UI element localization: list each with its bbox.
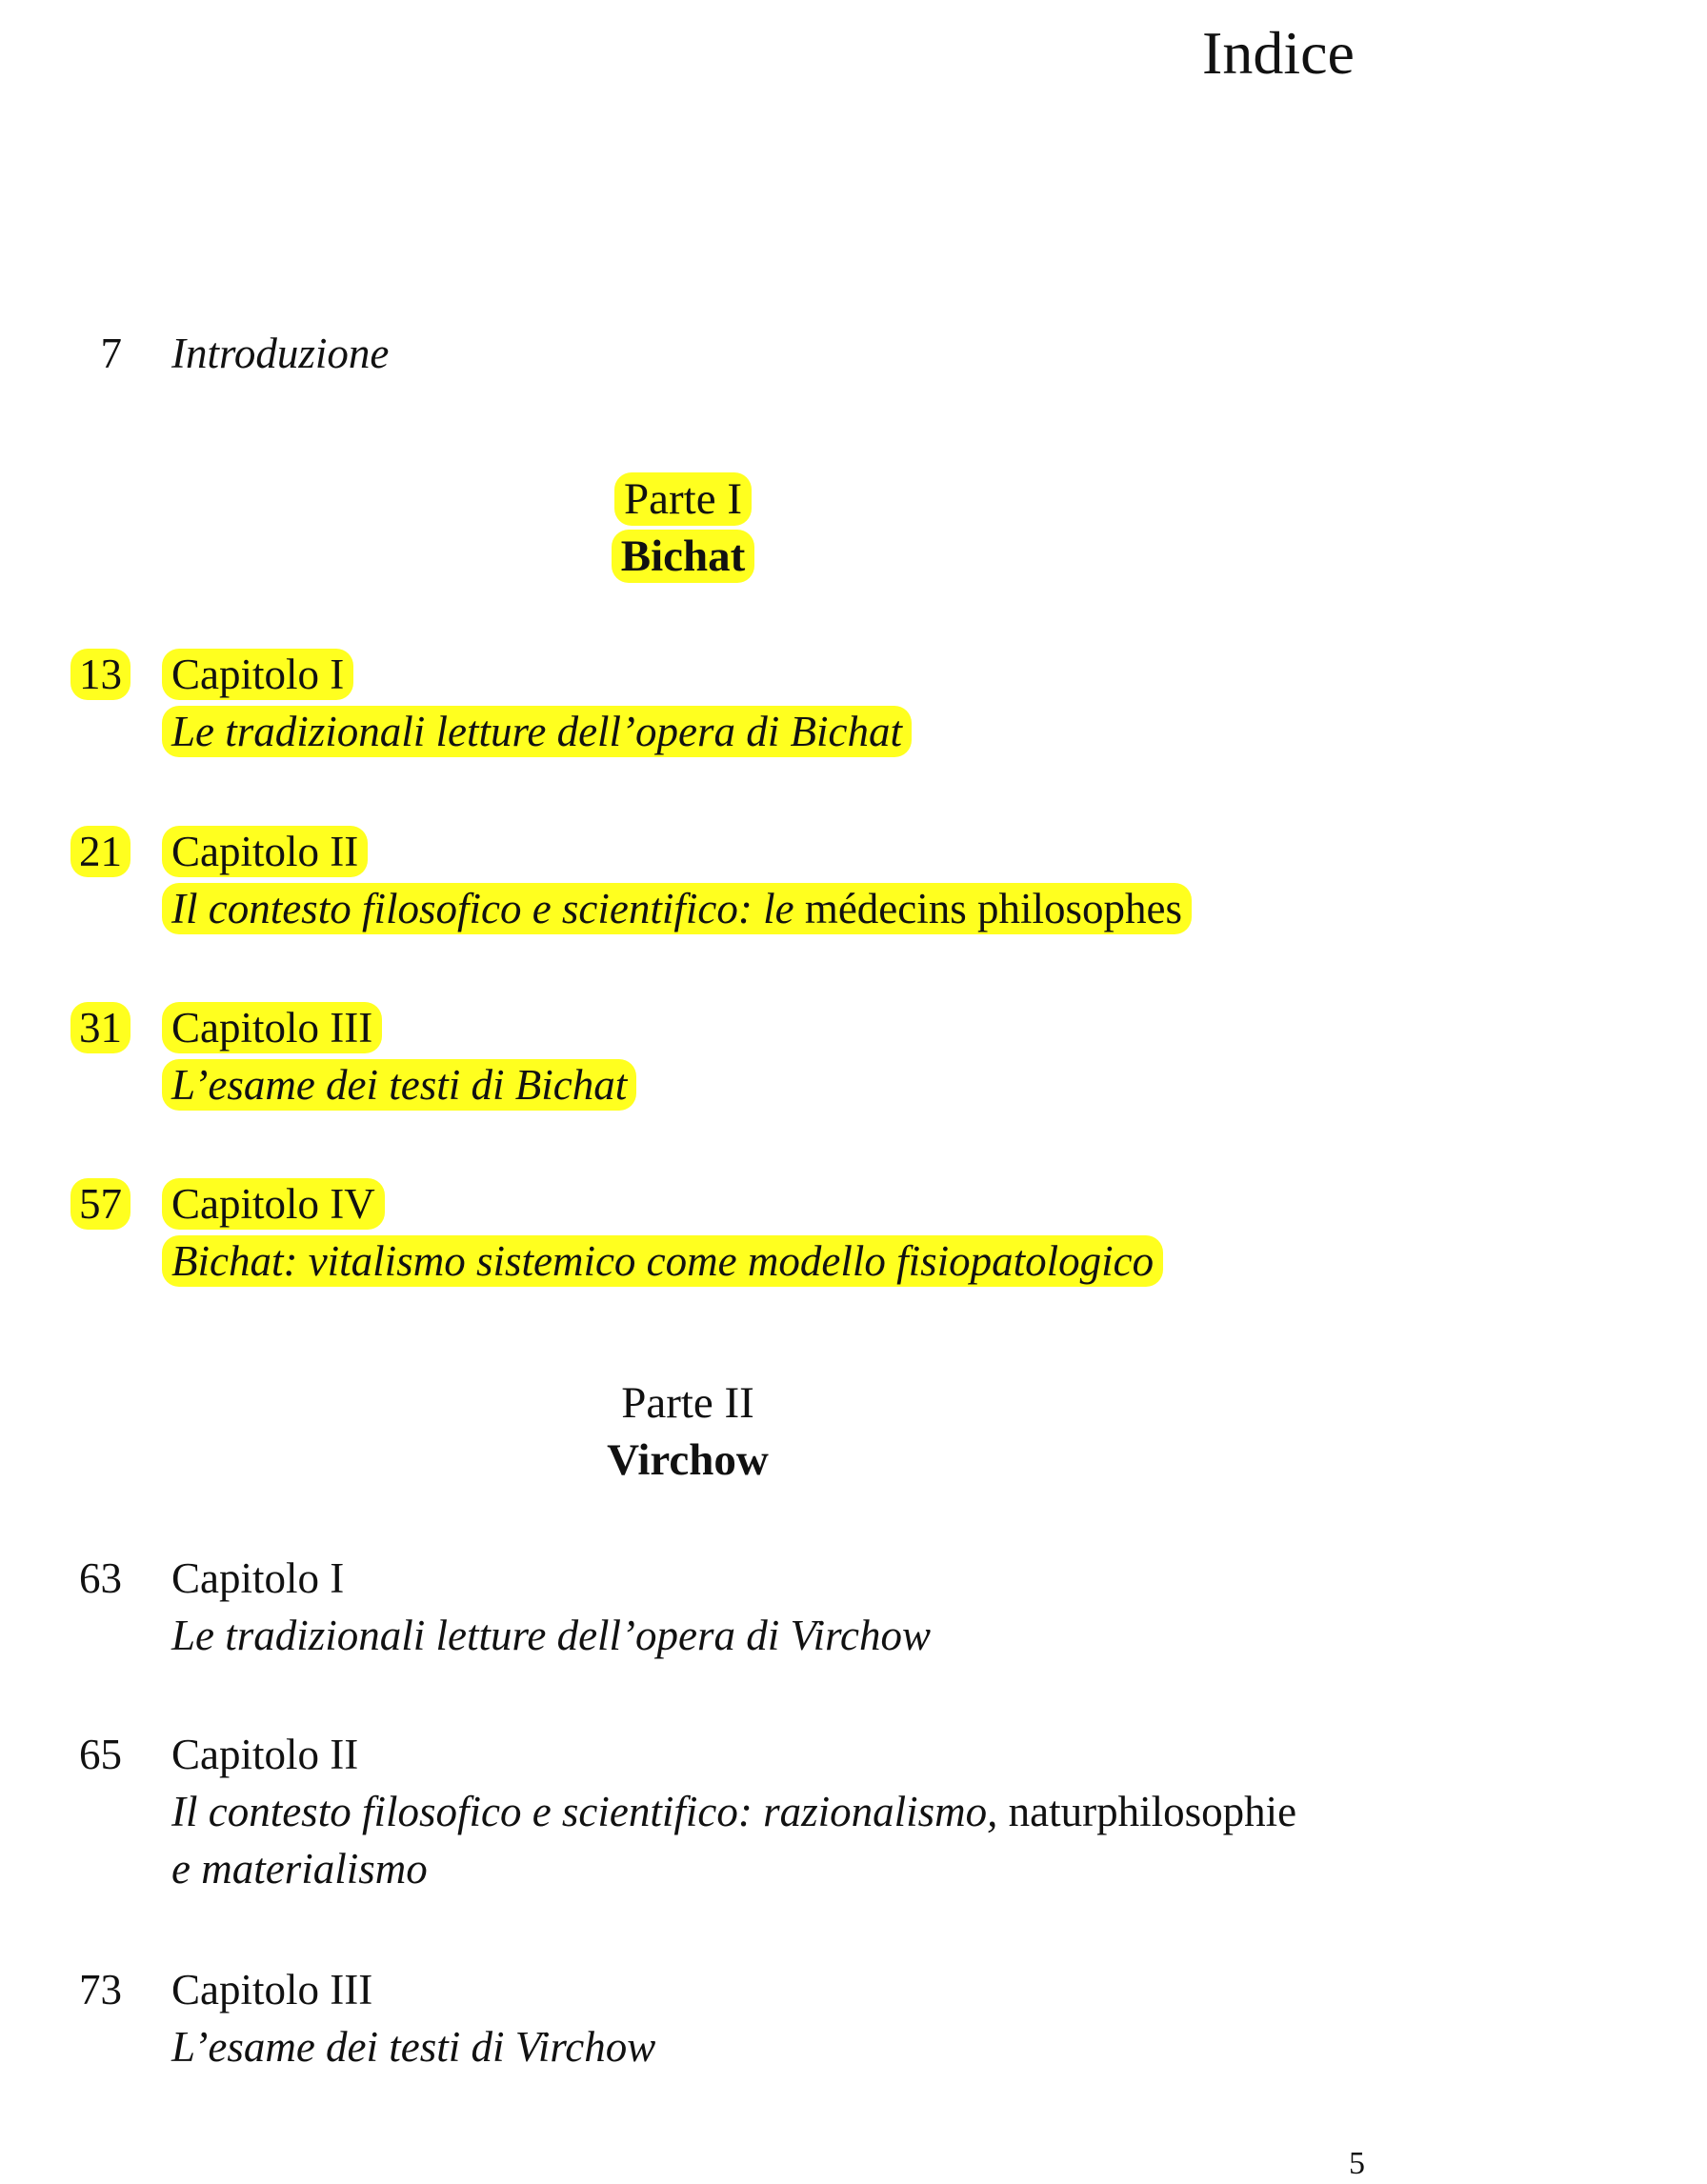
chapter-title-italic: Il contesto filosofico e scientifico: razionalismo,: [171, 1788, 998, 1835]
chapter-page-number: 13: [70, 649, 131, 700]
toc-entry-label: [171, 649, 353, 700]
intro-page-number: 7: [100, 330, 122, 377]
chapter-page-number: 21: [70, 826, 131, 877]
chapter-title: Bichat: vitalismo sistemico come modello fisiopatologico: [162, 1235, 1163, 1287]
part-1-label: Parte I: [614, 472, 752, 526]
chapter-title: [162, 883, 1192, 934]
chapter-label: Capitolo IV: [162, 1178, 385, 1230]
toc-entry-title: [171, 706, 912, 757]
part-1-name: Bichat: [612, 530, 755, 583]
chapter-title-line-2: e materialismo: [171, 1845, 428, 1893]
chapter-title: [171, 1786, 1296, 1837]
page-title: Indice: [1202, 19, 1355, 87]
chapter-page-number: 31: [70, 1002, 131, 1053]
chapter-label: Capitolo II: [162, 826, 368, 877]
chapter-label: Capitolo III: [162, 1002, 382, 1053]
chapter-title: L’esame dei testi di Bichat: [162, 1059, 636, 1111]
part-1-label-wrap: [392, 472, 983, 526]
page-number: 5: [1349, 2146, 1365, 2181]
chapter-label: Capitolo I: [171, 1554, 345, 1602]
toc-entry-page: [34, 826, 122, 877]
chapter-title: Le tradizionali letture dell’opera di Bichat: [162, 706, 912, 757]
chapter-page-number: 73: [79, 1966, 122, 2014]
toc-entry-page: [34, 1178, 122, 1230]
chapter-title: Le tradizionali letture dell’opera di Virchow: [171, 1612, 932, 1659]
part-1-name-wrap: [392, 530, 983, 583]
part-2-label: Parte II: [621, 1378, 754, 1428]
intro-title: Introduzione: [171, 330, 390, 377]
toc-entry-title: [171, 1059, 636, 1111]
chapter-title-roman: médecins philosophes: [804, 885, 1183, 932]
chapter-page-number: 57: [70, 1178, 131, 1230]
chapter-page-number: 63: [79, 1554, 122, 1602]
toc-entry-page: [34, 649, 122, 700]
part-2-name: Virchow: [607, 1435, 769, 1485]
chapter-title: L’esame dei testi di Virchow: [171, 2023, 656, 2071]
toc-entry-title: [171, 883, 1192, 934]
toc-entry-title: [171, 1235, 1163, 1287]
chapter-label: Capitolo II: [171, 1731, 359, 1778]
chapter-title-roman: naturphilosophie: [997, 1788, 1297, 1835]
toc-entry-page: [34, 1002, 122, 1053]
chapter-label: Capitolo III: [171, 1966, 373, 2014]
toc-entry-label: [171, 1178, 385, 1230]
chapter-title-italic: Il contesto filosofico e scientifico: le: [171, 885, 805, 932]
toc-entry-label: [171, 1002, 382, 1053]
chapter-label: Capitolo I: [162, 649, 353, 700]
chapter-page-number: 65: [79, 1731, 122, 1778]
toc-entry-label: [171, 826, 368, 877]
